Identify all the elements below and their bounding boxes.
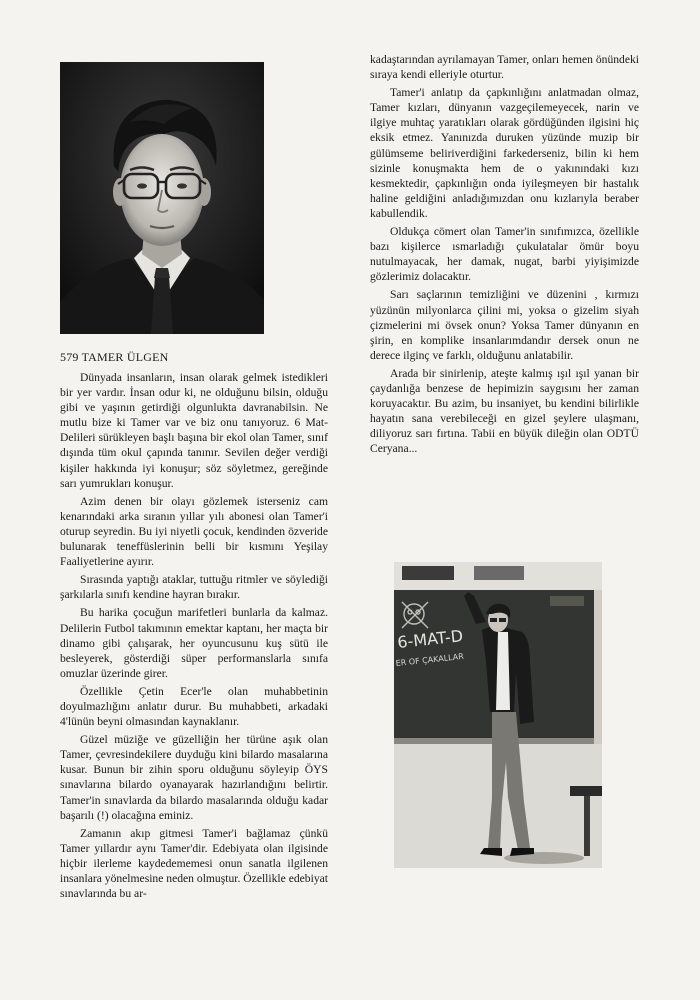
paragraph: Arada bir sinirlenip, ateşte kalmış ışıl ışıl yanan bir çaydanlığa benzese de hepimizin saygısını her zaman koruyacaktır. Bu azim, bu insaniyet, bu kendini bilirlikle hayatın sana verebileceği en gizel şeylere ulaşmanı, diliyoruz sarı fırtına. Tabii en büyük dileğin olan ODTÜ Ceryana... [370,366,639,456]
student-caption: 579 TAMER ÜLGEN [60,350,169,364]
paragraph: Dünyada insanların, insan olarak gelmek istedikleri bir yer vardır. İnsan odur ki, ne olduğunu bilsin, olduğu gibi ve yaşının getirdiği olgunlukta davranabilsin. Ne mutlu bize ki Tamer var ve biz onu tanıyoruz. 6 Mat-Delileri sürükleyen başlı başına bir ekol olan Tamer, sınıf dışında tüm okul çapında tanınır. Sevilen değer verdiği kişiler hakkında iyi konuşur; söz söyletmez, gereğinde sarı yumrukları konuşur. [60,371,328,490]
paragraph: Özellikle Çetin Ecer'le olan muhabbetinin doyulmazlığını anlatır durur. Bu muhabbeti, arkadaki 4'lünün beyni olmasından kaynaklanır. [60,684,328,729]
right-text-column [370,52,639,459]
board-subtitle: ER OF ÇAKALLAR [395,651,465,668]
paragraph: Tamer'i anlatıp da çapkınlığını anlatmadan olmaz, Tamer kızları, dünyanın vazgeçilemeyecek, narin ve ilgiye muhtaç yaratıkları olarak gördüğünden ilgisini hiç eksik etmez. Yanınızda duruken yüzünde muzip bir gülümseme beliriverdiğini farkederseniz, bilin ki hem sizinle konuşmakta hem de o yakınındaki kızı kesmektedir, çapkınlığın onda iyileşmeyen bir hastalık haline geldiğini anladığımızdan onu kızlarıyla beraber kabullendik. [370,86,639,220]
paragraph: Sırasında yaptığı ataklar, tuttuğu ritmler ve söylediği şarkılarla sınıfı kendine hayran bırakır. [60,573,328,602]
paragraph: Bu harika çocuğun marifetleri bunlarla da kalmaz. Delilerin Futbol takımının emektar kaptanı, her maçta bir dinamo gibi çalışarak, her oyuncusunu kuş sütü ile besleyerek, gösterdiği süper performanslarla sınıfa omuzlar üzerinde girer. [60,606,328,680]
paragraph: Zamanın akıp gitmesi Tamer'i bağlamaz çünkü Tamer yıllardır aynı Tamer'dir. Edebiyata olan ilgisinde hiçbir ilerleme kaydedememesi onun sanatla ilgilenen insanlara yönelmesine neden olmuştur. Özellikle edebiyat sınavlarında bu ar- [60,826,328,901]
classroom-illustration [394,562,602,868]
bleed-through-right [300,60,360,360]
left-text-column [60,370,328,904]
classroom-photo [394,562,602,868]
paragraph: Oldukça cömert olan Tamer'in sınıfımızca, özellikle bazı kişilerce ısmarladığı çukulatalar ömür boyu nutulmayacak, her damak, nugat, barbi yiyişimizde gözlerimiz dolacaktır. [370,225,639,284]
portrait-photo [60,62,264,334]
paragraph: Sarı saçlarının temizliğini ve düzenini , kırmızı yüzünün milyonlarca çilini mi, yoksa o gizelim siyah çizmelerini mi övsek onun? Yoksa Tamer dünyanın en şirin, en komplike insanlarımdandır dersek onun ne derece ilginç ve farklı, olduğunu anlatabilir. [370,288,639,362]
portrait-illustration [60,62,264,334]
board-title: 6-MAT-D [396,626,464,652]
paragraph: Güzel müziğe ve güzelliğin her türüne aşık olan Tamer, çevresindekilere duyduğu kini bilardo masalarına kusar. Bunun bir zihin sporu olduğunu söyleyip ÖYS sınavlarına bilardo oyanayarak hazırlandığını belirtir. Tamer'in sınavlarda da bilardo masalarında olduğu kadar başarılı (!) olacağına eminiz. [60,733,328,822]
paragraph: Azim denen bir olayı gözlemek isterseniz cam kenarındaki arka sıranın yıllar yılı abonesi olan Tamer'i oturup seyredin. Bu iyi niyetli çocuk, kendinden özveride bulunarak teneffüslerinin belli bir kısmını Yeşilay Faaliyetlerine ayırır. [60,494,328,569]
paragraph: kadaştarından ayrılamayan Tamer, onları hemen önündeki sıraya kendi elleriyle oturtur. [370,53,639,82]
